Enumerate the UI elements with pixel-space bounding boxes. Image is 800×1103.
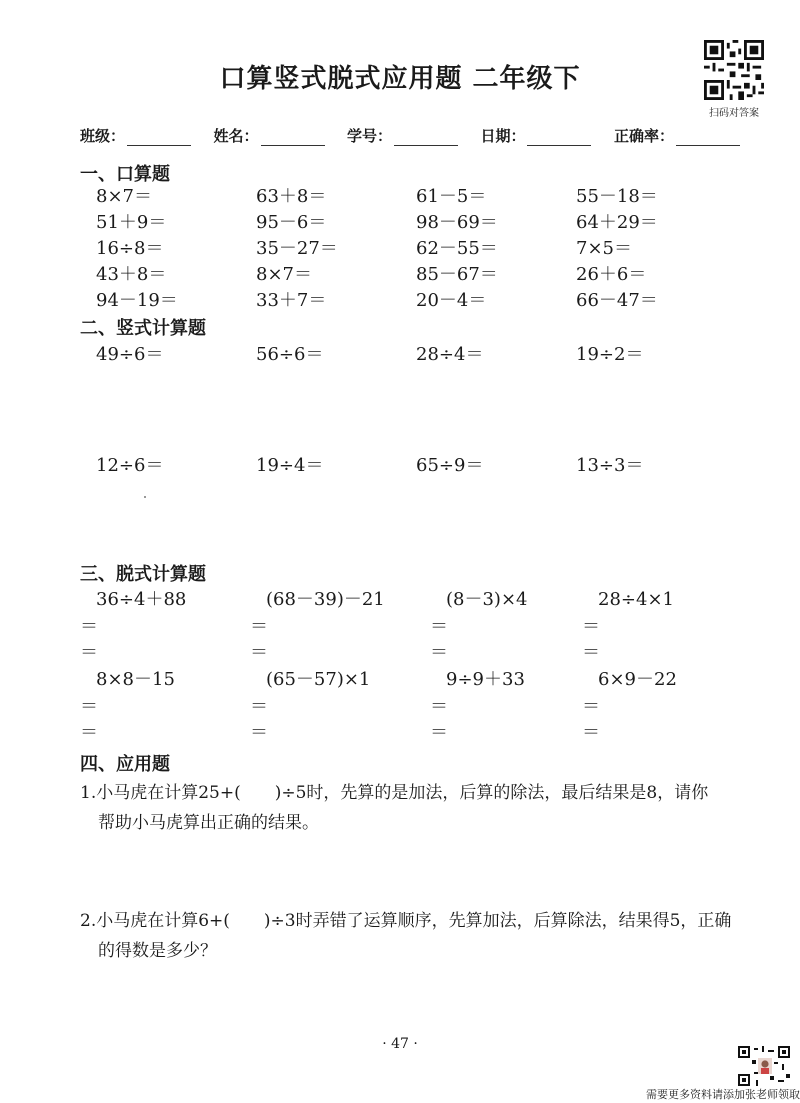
mental-math-grid xyxy=(96,184,736,314)
stray-mark xyxy=(144,496,146,498)
equals-line: ＝ xyxy=(582,642,600,663)
stepwise-expression: (68－39)－21 xyxy=(266,589,385,610)
mental-problem: 7×5＝ xyxy=(576,238,632,259)
mental-problem: 16÷8＝ xyxy=(96,238,164,259)
vertical-problem: 13÷3＝ xyxy=(576,455,644,476)
word-problem-line: 帮助小马虎算出正确的结果。 xyxy=(98,813,319,833)
vertical-problem: 28÷4＝ xyxy=(416,344,484,365)
equals-line: ＝ xyxy=(250,722,268,743)
mental-row xyxy=(96,210,736,236)
mental-row xyxy=(96,288,736,314)
equals-line: ＝ xyxy=(582,616,600,637)
stepwise-expression: 6×9－22 xyxy=(598,669,677,690)
stepwise-expression: 36÷4＋88 xyxy=(96,589,187,610)
section2-heading: 二、竖式计算题 xyxy=(80,318,206,339)
stepwise-expression: (65－57)×1 xyxy=(266,669,371,690)
student-id-label: 学号： xyxy=(346,127,392,145)
equals-line: ＝ xyxy=(80,696,98,717)
stepwise-expression: 28÷4×1 xyxy=(598,589,674,610)
student-info-row xyxy=(80,125,740,146)
mental-problem: 35－27＝ xyxy=(256,238,338,259)
stepwise-problem xyxy=(582,666,752,746)
word-problem-text: 2.小马虎在计算6+( xyxy=(80,911,230,931)
accuracy-blank[interactable] xyxy=(676,129,740,146)
vertical-problem: 49÷6＝ xyxy=(96,344,164,365)
name-blank[interactable] xyxy=(261,129,325,146)
equals-line: ＝ xyxy=(430,722,448,743)
stepwise-problem xyxy=(80,666,250,746)
date-field[interactable] xyxy=(480,125,591,146)
footer-note: 需要更多资料请添加张老师领取 xyxy=(646,1088,800,1101)
stepwise-expression: 9÷9＋33 xyxy=(446,669,525,690)
word-problem-text: )÷5时，先算的是加法，后算的除法，最后结果是8，请你 xyxy=(274,783,709,803)
mental-problem: 95－6＝ xyxy=(256,212,327,233)
word-problem-text: 1.小马虎在计算25+( xyxy=(80,783,241,803)
vertical-problem: 19÷4＝ xyxy=(256,455,324,476)
equals-line: ＝ xyxy=(80,722,98,743)
vertical-problem: 65÷9＝ xyxy=(416,455,484,476)
mental-problem: 33＋7＝ xyxy=(256,290,327,311)
section1-heading: 一、口算题 xyxy=(80,164,170,185)
vertical-problem: 19÷2＝ xyxy=(576,344,644,365)
accuracy-field[interactable] xyxy=(614,125,740,146)
vertical-calc-row xyxy=(96,451,736,477)
page-number: · 47 · xyxy=(382,1036,418,1052)
qr-caption: 扫码对答案 xyxy=(709,108,759,119)
mental-problem: 66－47＝ xyxy=(576,290,658,311)
stepwise-problem xyxy=(250,666,430,746)
stepwise-row xyxy=(80,586,760,666)
equals-line: ＝ xyxy=(80,616,98,637)
equals-line: ＝ xyxy=(250,616,268,637)
stepwise-problem xyxy=(582,586,752,666)
word-problem-1 xyxy=(80,778,760,838)
vertical-problem: 56÷6＝ xyxy=(256,344,324,365)
word-problem-line xyxy=(80,778,760,808)
student-id-blank[interactable] xyxy=(394,129,458,146)
mental-problem: 85－67＝ xyxy=(416,264,498,285)
stepwise-problem xyxy=(430,586,582,666)
stepwise-expression: 8×8－15 xyxy=(96,669,175,690)
stepwise-row xyxy=(80,666,760,746)
mental-problem: 51＋9＝ xyxy=(96,212,167,233)
mental-problem: 61－5＝ xyxy=(416,186,487,207)
equals-line: ＝ xyxy=(582,722,600,743)
stepwise-problem xyxy=(250,586,430,666)
qr-code-icon xyxy=(704,40,764,100)
equals-line: ＝ xyxy=(430,642,448,663)
mental-problem: 63＋8＝ xyxy=(256,186,327,207)
mental-problem: 62－55＝ xyxy=(416,238,498,259)
class-field[interactable] xyxy=(80,125,191,146)
mental-row xyxy=(96,184,736,210)
page-title: 口算竖式脱式应用题 二年级下 xyxy=(219,64,581,94)
date-blank[interactable] xyxy=(527,129,591,146)
date-label: 日期： xyxy=(480,127,526,145)
name-field[interactable] xyxy=(213,125,324,146)
equals-line: ＝ xyxy=(250,696,268,717)
mental-problem: 55－18＝ xyxy=(576,186,658,207)
class-blank[interactable] xyxy=(127,129,191,146)
equals-line: ＝ xyxy=(430,616,448,637)
name-label: 姓名： xyxy=(213,127,259,145)
mental-problem: 8×7＝ xyxy=(256,264,312,285)
accuracy-label: 正确率： xyxy=(613,127,674,145)
word-problem-line xyxy=(80,906,760,936)
word-problem-2 xyxy=(80,906,760,966)
stepwise-problem xyxy=(80,586,250,666)
equals-line: ＝ xyxy=(430,696,448,717)
stepwise-problem xyxy=(430,666,582,746)
mental-problem: 8×7＝ xyxy=(96,186,152,207)
qr-code-icon xyxy=(738,1046,790,1086)
equals-line: ＝ xyxy=(250,642,268,663)
class-label: 班级： xyxy=(80,127,126,145)
section4-heading: 四、应用题 xyxy=(80,754,170,775)
mental-problem: 43＋8＝ xyxy=(96,264,167,285)
section3-heading: 三、脱式计算题 xyxy=(80,564,206,585)
mental-row xyxy=(96,236,736,262)
vertical-problem: 12÷6＝ xyxy=(96,455,164,476)
mental-problem: 26＋6＝ xyxy=(576,264,647,285)
equals-line: ＝ xyxy=(80,642,98,663)
mental-problem: 64＋29＝ xyxy=(576,212,658,233)
mental-problem: 20－4＝ xyxy=(416,290,487,311)
mental-row xyxy=(96,262,736,288)
equals-line: ＝ xyxy=(582,696,600,717)
mental-problem: 98－69＝ xyxy=(416,212,498,233)
stepwise-expression: (8－3)×4 xyxy=(446,589,528,610)
word-problem-line: 的得数是多少？ xyxy=(98,941,217,961)
word-problem-text: )÷3时弄错了运算顺序，先算加法，后算除法，结果得5，正确 xyxy=(263,911,732,931)
mental-problem: 94－19＝ xyxy=(96,290,178,311)
vertical-calc-row xyxy=(96,340,736,366)
student-id-field[interactable] xyxy=(347,125,458,146)
